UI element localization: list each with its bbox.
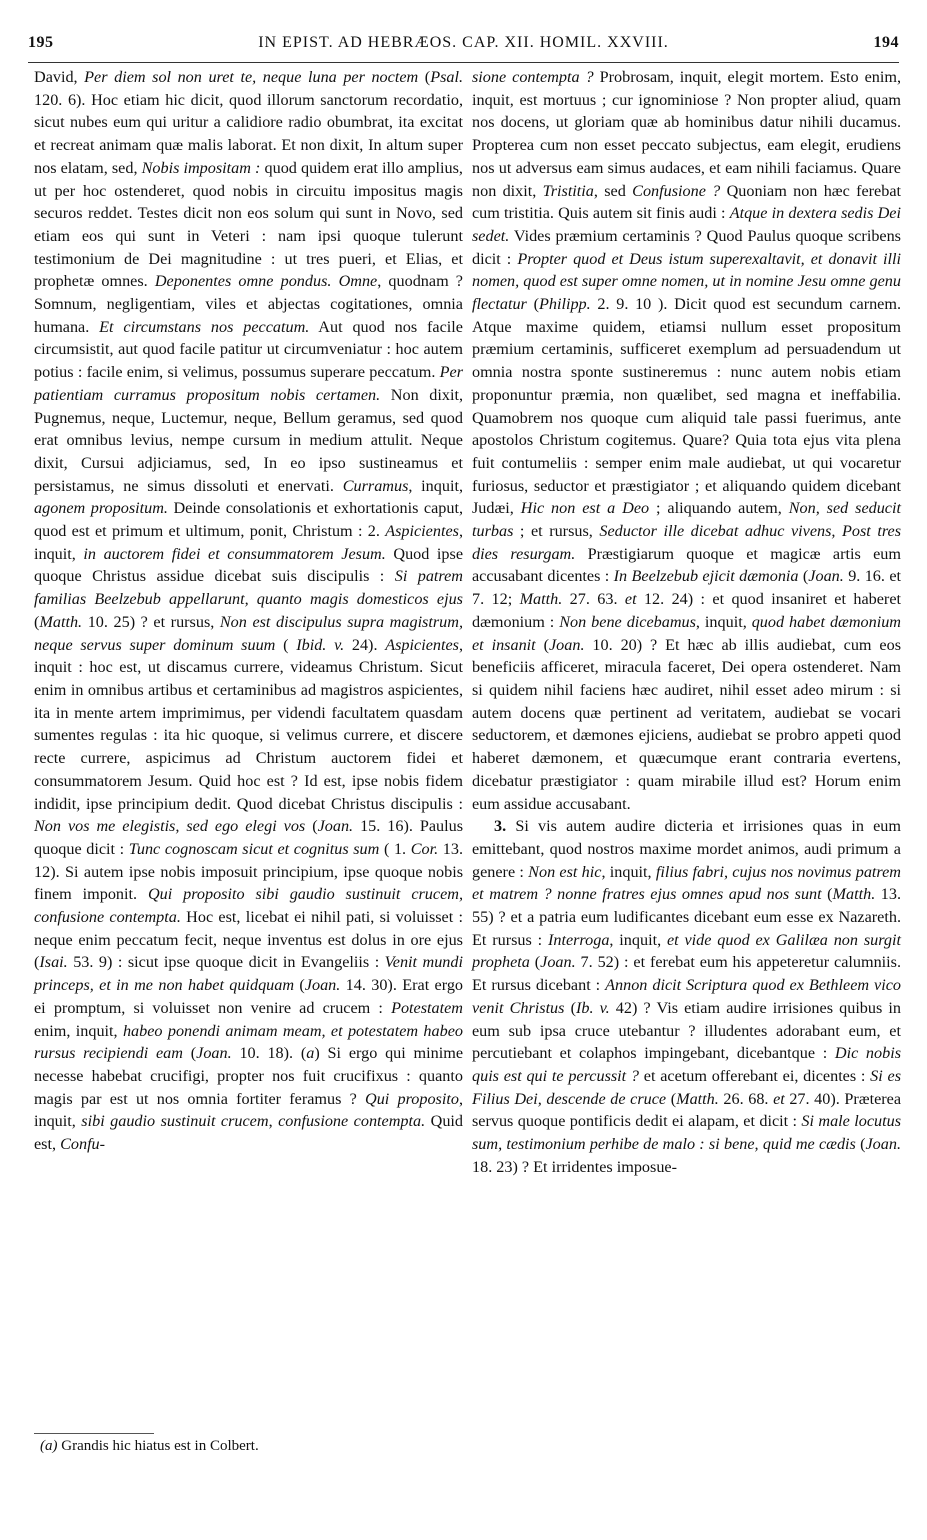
text-run: Atque in dextera sedis Dei sedet. [472,204,901,245]
text-run: Isai. [39,953,68,972]
text-run: Non est discipulus supra magistrum, neque servus super dominum suum [34,612,463,654]
text-run: Matth. [39,612,83,631]
text-run: Si es Filius Dei, descende de cruce [472,1066,901,1108]
text-run: Non, sed seducit turbas [472,499,901,541]
text-run: Quid est, [34,1112,463,1154]
text-run: Interroga [547,930,610,949]
text-run: 2. 9. 10 ). Dicit quod est secundum carnem. Atque maxime quidem, etiamsi nullum esset propositum præmium certaminis, sufficeret exemplum ad persuadendum ut omnia nostra sponte sustineremus : nunc autem nobis etiam proponuntur præmia, non quælibet, sed magna et ineffabilia. Quamobrem nos quoque cum aliquid tale passi fuerimus, ante apostolos Christum cogitemus. Quare? Quia tota ejus vita plena fuit contumeliis : semper enim male audiebat, ut qui vocaretur furiosus, seductor et præstigiator ; et aliquando quidem dicebant Judæi, [472,295,901,518]
text-run: Seductor ille dicebat adhuc vivens, Post tres dies resurgam. [472,522,902,563]
left-column-text [34,66,463,1156]
text-run: 15. 16). Paulus quoque dicit : [34,817,464,858]
text-run: ( [535,635,549,654]
text-run: Joan. [317,817,354,836]
text-run: Non bene dicebamus [559,612,696,631]
text-run: 7. 52) : et ferebat eum his appeteretur calumniis. Et rursus dicebant : [472,953,901,995]
text-run: Philipp. [538,295,591,314]
text-run: Vides præmium certaminis ? Quod Paulus quoque scribens dicit : [472,226,901,268]
text-run: Quod ipse quoque Christus assidue dicebat suis discipulis : [34,544,463,586]
text-run: ( [418,68,431,86]
footnote-rule [34,1433,154,1434]
text-run: 10. 25) ? et rursus, [82,612,220,631]
text-run: Potestatem [391,998,463,1017]
text-run: Quoniam non hæc ferebat cum tristitia. Quis autem sit finis audi : [472,181,902,223]
page-number-right: 194 [873,34,899,51]
text-run: Deponentes omne pondus. Omne [154,272,378,291]
text-run: Non dixit, Pugnemus, neque, Luctemur, neque, Bellum geramus, sed quod erat omnibus levius, nempe cursum in medium attulit. Neque dixit, Cursui adjiciamus, sed, In eo ipso sustineamus et persistamus, ne simus dissoluti et enervati. [34,385,463,495]
text-run: , inquit, [609,930,667,949]
text-run: ( [526,295,539,314]
text-run: 27. 63. [562,590,625,609]
page-number-left: 195 [28,34,54,51]
text-run: Hic non est a Deo [520,499,650,518]
text-run: Non vos me elegistis, sed ego elegi vos [34,817,306,836]
text-run: Venit mundi princeps, et in me non habet quidquam [34,953,463,995]
text-run: Qui proposito sibi gaudio sustinuit crucem, confusione contempta. [34,885,463,927]
text-run: ( 1. [379,839,411,858]
text-run: ( [34,612,40,631]
footnote [40,1438,259,1455]
text-run: Dic nobis quis est qui te percussit ? [472,1044,902,1085]
text-run: 14. 30). Erat ergo ei promptum, si voluisset non venire ad crucem : [34,976,464,1017]
text-run: , sed [593,181,633,200]
text-run: 26. 68. [718,1089,774,1108]
text-run: agonem propositum. [34,499,168,518]
text-run: Hoc est, licebat ei nihil pati, si voluisset : neque enim peccatum fecit, neque inventus est dolus in ore ejus ( [34,908,464,972]
text-run: 13. 12). Si autem ipse nobis imposuit principium, ipse quoque nobis finem imponit. [34,839,464,904]
text-run: 18. 23) ? Et irridentes imposue- [472,1157,677,1176]
text-run: Joan. [548,635,585,654]
text-run: Tunc cognoscam sicut et cognitus sum [128,839,380,858]
text-run: , inquit, [408,476,463,495]
text-run: Si vis autem audire dicteria et irrisiones quas in eum emittebant, quod nostros maxime mordet animos, audi primum a genere : [472,817,901,881]
text-run: habeo ponendi animam meam, et potestatem habeo rursus recipiendi eam [34,1021,463,1063]
text-run: , [268,1112,279,1131]
text-run: Psal. [430,68,464,86]
text-run: ; aliquando autem, [649,499,789,518]
text-run: ( [305,817,318,836]
text-run: 10. 20) ? Et hæc ab illis audiebat, cum eos beneficiis afficeret, miracula faceret, Dei opera ostenderet. Nam si quidem nihil faciens hæc audiret, nihil esset adeo mirum : si autem docens quæ pertinent ad veritatem, audiebat se vocari seductorem, et dæmones ejiciens, audiebat se probro appeti quod haberet dæmonem, et quæcumque erant contraria evertens, dicebatur præstigiator : quam mirabile illud est? Horum enim eum assidue accusabant. [472,635,901,813]
text-run: Aspicientes [385,635,459,654]
text-run: ) Si ergo qui minime necesse habebat crucifigi, propter nos fuit crucifixus : quanto magis par est ut nos omnia fortiter feramus ? [34,1044,463,1108]
text-run: Matth. [832,885,876,904]
text-run: 42) ? Vis etiam audire irrisiones quibus in eum sub ipsa cruce utebantur ? illudentes adorabant eum, et percutiebant et colaphos impingebant, dicebantque : [472,998,902,1063]
text-run: et vide quod ex Galilæa non surgit propheta [472,930,901,972]
text-run: , inquit, [34,1089,463,1131]
text-run: ; et rursus, [513,522,600,541]
text-run: et [624,590,637,609]
text-run: 27. 40). Præterea servus quoque pontificis dedit ei alapam, et dicit : [472,1089,902,1131]
text-run: Ibid. v. [296,635,345,654]
text-run: , inquit, [34,522,463,563]
text-run: ( [855,1135,866,1154]
text-run: et [773,1089,785,1108]
text-run: , inquit : hoc est, ut discamus currere, videamus Christum. Sicut enim in omnibus artibus et certaminibus ad magistros aspicientes, ita in mente artem imprimimus, per videndi facultatem quasdam sumentes regulas : ita hic quoque, si velimus currere, et discere recte currere, aspicimus ad Christum auctorem fidei et consummatorem Jesum. Quid hoc est ? Id est, ipse nobis fidem indidit, ipse principium dedit. Quod dicebat Christus discipulis : [34,635,464,813]
text-run: Per diem sol non uret te, neque luna per noctem [84,68,419,86]
text-run: ( [798,567,809,586]
text-run: ( [666,1089,677,1108]
text-run: , quodnam ? Somnum, negligentiam, viles et abjectas cogitationes, omnia humana. [34,272,463,336]
text-run: ( [275,635,297,654]
text-run: filius fabri, cujus nos novimus patrem et matrem ? nonne fratres ejus omnes apud nos sunt [472,862,901,904]
text-run: Per patientiam curramus propositum nobis certamen. [34,363,463,404]
text-run: Aspicientes [385,522,459,541]
text-run: Confusione ? [632,181,721,200]
text-run: Propter quod et Deus istum superexaltavit, et donavit illi nomen, quod est super omne nomen, ut in nomine Jesu omne genu flectatur [472,249,901,314]
text-run: Joan. [808,567,844,586]
text-run: 12. 24) : et quod insaniret et haberet dæmonium : [472,590,901,631]
text-run: Joan. [196,1044,232,1063]
text-run: Et circumstans nos peccatum. [99,317,310,336]
text-run: Deinde consolationis et exhortationis caput, quod est et primum et ultimum, ponit, Christum : 2. [34,499,463,541]
text-run: Probrosam, inquit, elegit mortem. Esto enim, inquit, est mortuus ; cur ignominiose ? Non propter aliud, quam nos docens, ut gloriam quæ ab hominibus datur nihili ducamus. Propterea cum non esset peccato subjectus, eam elegit, erudiens nos ut adversus eam simus audaces, et eam nihili faciamus. Quare non dixit, [472,68,901,200]
text-run: 9. 16. et 7. 12; [472,567,901,609]
text-run: Non est hic [528,862,602,881]
text-run: Matth. [519,590,563,609]
text-run: , inquit, [601,862,656,881]
text-run: , inquit, [695,612,752,631]
text-run: et acetum offerebant ei, dicentes : [639,1066,871,1085]
text-run: Confu- [60,1135,106,1154]
running-title: IN EPIST. AD HEBRÆOS. CAP. XII. HOMIL. XXVIII. [258,34,669,51]
text-run: Joan. [540,953,576,972]
text-run: Cor. [410,839,439,858]
text-run: Annon dicit Scriptura quod ex Bethleem vico venit Christus [472,976,901,1017]
header-rule [28,62,899,63]
text-run: Aut quod nos facile circumsistit, aut quod facile patitur ut circumveniatur : hoc autem potius : facile enim, si velimus, possumus superare peccatum. [34,317,463,382]
text-run: In Beelzebub ejicit dæmonia [613,567,799,586]
text-run: sione contempta ? [472,68,594,86]
text-run: Si male locutus sum, testimonium perhibe de malo : si bene, quid me cædis [472,1112,901,1154]
text-run: 13. 55) ? et a patria eum ludificantes dicebant eum esse ex Nazareth. Et rursus : [472,885,902,949]
text-run: 120. 6). Hoc etiam hic dicit, quod illorum sanctorum recordatio, sicut nubes eum qui uritur a calidiore radio obumbrat, ita excitat et recreat animam quæ malis laborat. Et non dixit, In altum super nos elatam, sed, [34,90,463,177]
right-column [472,66,901,1178]
running-header [28,34,899,58]
text-run: Curramus [342,476,409,495]
text-run: Joan. [865,1135,901,1154]
text-run: ( [182,1044,197,1063]
text-run: 24). [344,635,386,654]
text-run: ( [821,885,833,904]
text-run: 10. 18). ( [231,1044,307,1063]
text-run: 3. [494,817,516,836]
text-run: ( [564,998,576,1017]
text-run: Præstigiarum quoque et magicæ artis eum accusabant dicentes : [472,544,901,586]
footnote-mark: (a) [40,1438,58,1454]
right-column-paragraph-continued [472,66,901,815]
text-run: a [306,1044,315,1063]
text-run: Tristitia [542,181,594,200]
text-run: sibi gaudio sustinuit crucem [81,1112,269,1131]
text-run: ( [529,953,541,972]
text-run: Nobis impositam : [141,158,261,177]
right-column-paragraph-3 [472,815,901,1178]
text-run: Joan. [304,976,341,995]
text-run: Si patrem familias Beelzebub appellarunt, quanto magis domesticos ejus [34,567,463,609]
text-run: enim, inquit, [34,1021,123,1040]
text-run: quod habet dæmonium et insanit [472,612,901,654]
text-run: Ib. v. [575,998,610,1017]
text-run: Matth. [676,1089,719,1108]
text-run: Qui proposito [365,1089,459,1108]
text-run: 53. 9) : sicut ipse quoque dicit in Evangeliis : [67,953,385,972]
text-run: confusione contempta. [278,1112,426,1131]
text-run: quod quidem erat illo amplius, ut per hoc ostenderet, quod nobis in circuitu impositus magis securos reddet. Testes dicit non eos solum qui sunt in Novo, sed etiam eos qui sunt in Veteri : nam ipsi quoque tulerunt testimonium de Dei magnitudine : ut tres pueri, et Elias, et prophetæ omnes. [34,158,463,291]
footnote-text: Grandis hic hiatus est in Colbert. [61,1438,259,1454]
text-run: David, [34,68,85,86]
text-run: in auctorem fidei et consummatorem Jesum. [83,544,386,563]
left-column [34,66,463,1156]
text-run: ( [294,976,305,995]
